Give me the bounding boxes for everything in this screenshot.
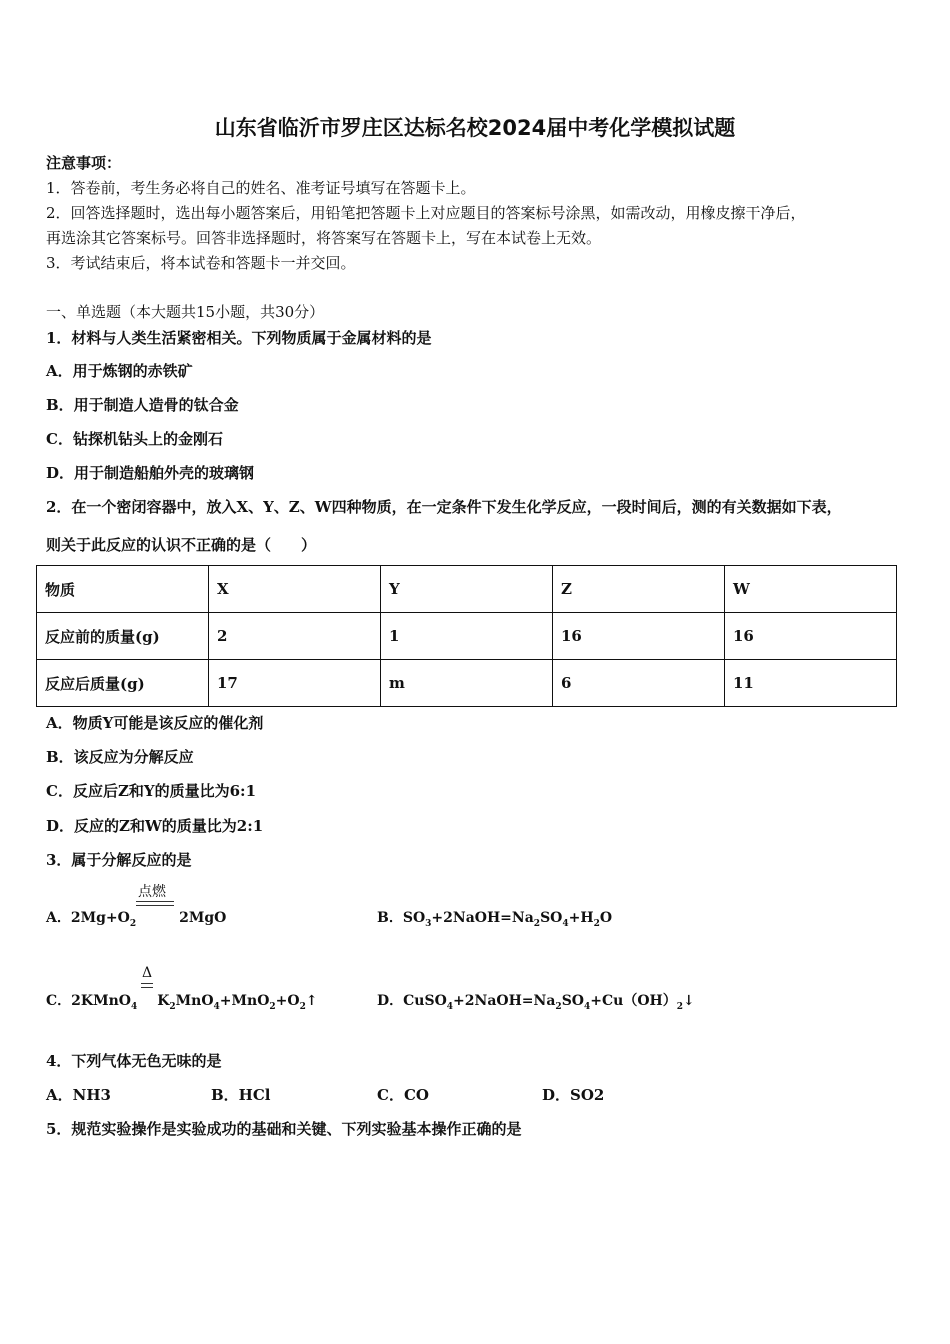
table-cell: 1 — [381, 613, 553, 660]
page-title: 山东省临沂市罗庄区达标名校2024届中考化学模拟试题 — [214, 116, 736, 140]
table-cell: 反应前的质量(g) — [37, 613, 209, 660]
table-cell: 2 — [209, 613, 381, 660]
section-heading: 一、单选题（本大题共15小题，共30分） — [46, 303, 325, 321]
reaction-arrow — [141, 983, 153, 988]
table-cell: W — [725, 566, 897, 613]
reaction-arrow — [136, 901, 174, 906]
question-5-stem: 5．规范实验操作是实验成功的基础和关键、下列实验基本操作正确的是 — [46, 1120, 522, 1138]
question-2-stem: 2．在一个密闭容器中，放入X、Y、Z、W四种物质，在一定条件下发生化学反应，一段时间后，测的有关数据如下表， — [46, 498, 842, 516]
table-cell: 16 — [725, 613, 897, 660]
table-cell: 17 — [209, 660, 381, 707]
condition-ignite: 点燃 — [138, 884, 166, 900]
condition-heat: Δ — [142, 965, 153, 981]
question-3-stem: 3．属于分解反应的是 — [46, 851, 192, 869]
notice-item: 2．回答选择题时，选出每小题答案后，用铅笔把答题卡上对应题目的答案标号涂黑，如需改动，用橡皮擦干净后， — [46, 204, 806, 222]
question-4-option-d: D．SO2 — [542, 1086, 605, 1104]
notice-heading: 注意事项： — [46, 154, 122, 172]
table-cell: 16 — [553, 613, 725, 660]
notice-item: 1．答卷前，考生务必将自己的姓名、准考证号填写在答题卡上。 — [46, 179, 476, 197]
question-4-option-c: C．CO — [377, 1086, 429, 1104]
table-cell: 反应后质量(g) — [37, 660, 209, 707]
table-cell: X — [209, 566, 381, 613]
table-cell: m — [381, 660, 553, 707]
question-3-option-d: D．$CuSO_4+2NaOH=Na_2SO_4+Cu(OH)_2↓$ — [377, 993, 695, 1012]
question-1-option-d: D．用于制造船舶外壳的玻璃钢 — [46, 464, 255, 482]
question-3-option-a: A．$2Mg+O_2$ 2MgO — [46, 910, 227, 929]
question-1-option-a: A．用于炼钢的赤铁矿 — [46, 362, 193, 380]
table-cell: Z — [553, 566, 725, 613]
question-4-option-b: B．HCl — [211, 1086, 271, 1104]
notice-item: 3．考试结束后，将本试卷和答题卡一并交回。 — [46, 254, 356, 272]
question-2-option-c: C．反应后Z和Y的质量比为6:1 — [46, 782, 257, 800]
question-4-option-a: A．NH3 — [46, 1086, 111, 1104]
question-1-option-b: B．用于制造人造骨的钛合金 — [46, 396, 239, 414]
table-cell: 物质 — [37, 566, 209, 613]
data-table — [36, 565, 897, 707]
question-4-stem: 4．下列气体无色无味的是 — [46, 1052, 222, 1070]
table-row — [37, 660, 897, 707]
question-2-option-d: D．反应的Z和W的质量比为2:1 — [46, 817, 264, 835]
table-cell: 6 — [553, 660, 725, 707]
question-3-option-c: C．2KMnO$_4$ $K_2MnO_4+MnO_2+O_2↑$ — [46, 993, 318, 1012]
table-header-row — [37, 566, 897, 613]
table-row — [37, 613, 897, 660]
table-cell: Y — [381, 566, 553, 613]
question-3-option-b: B．$SO_3+2NaOH=Na_2SO_4+H_2O$ — [377, 910, 613, 929]
question-1-option-c: C．钻探机钻头上的金刚石 — [46, 430, 223, 448]
question-2-stem-cont: 则关于此反应的认识不正确的是（ ） — [46, 536, 317, 554]
table-cell: 11 — [725, 660, 897, 707]
question-2-option-b: B．该反应为分解反应 — [46, 748, 194, 766]
question-1-stem: 1．材料与人类生活紧密相关。下列物质属于金属材料的是 — [46, 329, 432, 347]
question-2-option-a: A．物质Y可能是该反应的催化剂 — [46, 714, 264, 732]
notice-item: 再选涂其它答案标号。回答非选择题时，将答案写在答题卡上，写在本试卷上无效。 — [46, 229, 602, 247]
